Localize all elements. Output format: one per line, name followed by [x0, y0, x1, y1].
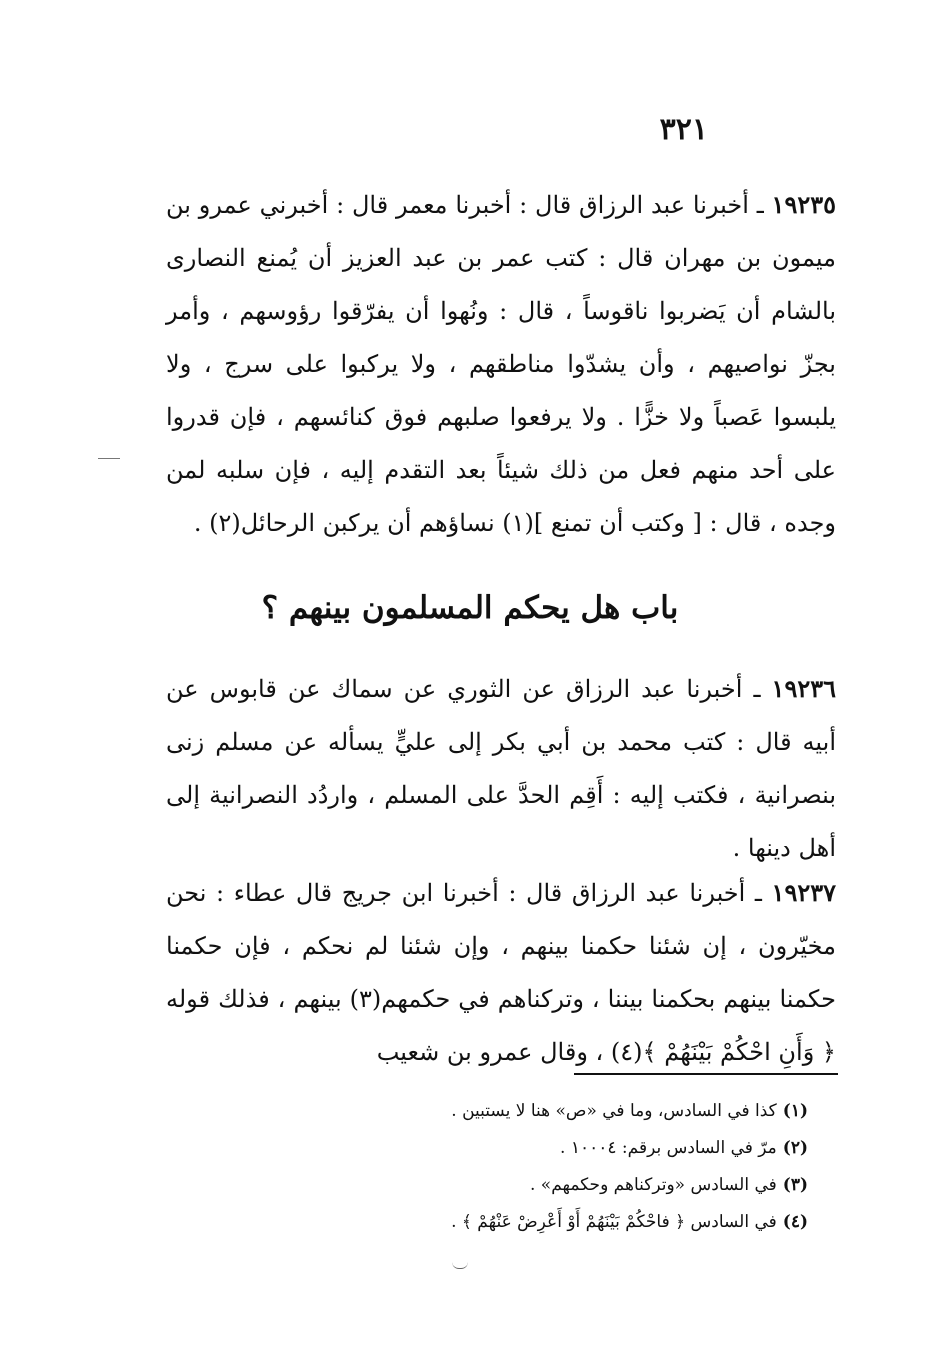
footnote-3 [248, 1167, 808, 1204]
hadith-number: ١٩٢٣٧ [771, 878, 836, 907]
footnote-number: (١) [782, 1101, 808, 1121]
footnote-number: (٤) [782, 1212, 808, 1232]
footnote-text: مرّ في السادس برقم: ١٠٠٠٤ . [560, 1138, 777, 1158]
footnote-text: في السادس «وتركناهم وحكمهم» . [529, 1175, 777, 1195]
footnotes [248, 1093, 808, 1241]
footnote-divider [574, 1073, 838, 1075]
hadith-number: ١٩٢٣٥ [771, 190, 836, 219]
hadith-text: ـ أخبرنا عبد الرزاق عن الثوري عن سماك عن قابوس عن أبيه قال : كتب محمد بن أبي بكر إلى عليٍّ يسأله عن مسلم زنى بنصرانية ، فكتب إليه : أَقِم الحدَّ على المسلم ، واردُد النصرانية إلى أهل دينها . [166, 675, 836, 862]
footnote-1 [248, 1093, 808, 1130]
footnote-2 [248, 1130, 808, 1167]
footnote-4 [248, 1204, 808, 1241]
hadith-19237-paragraph [166, 866, 836, 1079]
page-number: ٣٢١ [659, 112, 708, 147]
footnote-text: كذا في السادس، وما في «ص» هنا لا يستبين . [451, 1101, 777, 1121]
scan-margin-mark [98, 458, 120, 459]
hadith-19235-paragraph [166, 178, 836, 550]
hadith-text: ـ أخبرنا عبد الرزاق قال : أخبرنا معمر قال : أخبرني عمرو بن ميمون بن مهران قال : كتب عمر بن عبد العزيز أن يُمنع النصارى بالشام أن يَضربوا ناقوساً ، قال : ونُهوا أن يفرّقوا رؤوسهم ، وأمر بجزّ نواصيهم ، وأن يشدّوا مناطقهم ، ولا يركبوا على سرج ، ولا يلبسوا عَصباً ولا خزًّا . ولا يرفعوا صلبهم فوق كنائسهم ، فإن قدروا على أحد منهم فعل من ذلك شيئاً بعد التقدم إليه ، فإن سلبه لمن وجده ، قال : [ وكتب أن تمنع ](١) نساؤهم أن يركبن الرحائل(٢) . [166, 191, 836, 537]
footnote-number: (٣) [782, 1175, 808, 1195]
scan-bottom-mark [452, 1262, 468, 1269]
footnote-text: في السادس ﴿ فاحْكُمْ بَيْنَهُمْ أَوْ أَعْرِضْ عَنْهُمْ ﴾ . [451, 1212, 777, 1232]
hadith-text: ـ أخبرنا عبد الرزاق قال : أخبرنا ابن جريج قال عطاء : نحن مخيّرون ، إن شئنا حكمنا بينهم ، وإن شئنا لم نحكم ، فإن حكمنا حكمنا بينهم بحكمنا بيننا ، وتركناهم في حكمهم(٣) بينهم ، فذلك قوله ﴿ وَأَنِ احْكُمْ بَيْنَهُمْ ﴾(٤) ، وقال عمرو بن شعيب [166, 879, 837, 1066]
hadith-19236-paragraph [166, 662, 836, 875]
hadith-number: ١٩٢٣٦ [771, 674, 836, 703]
footnote-number: (٢) [782, 1138, 808, 1158]
section-heading: باب هل يحكم المسلمون بينهم ؟ [261, 590, 679, 626]
